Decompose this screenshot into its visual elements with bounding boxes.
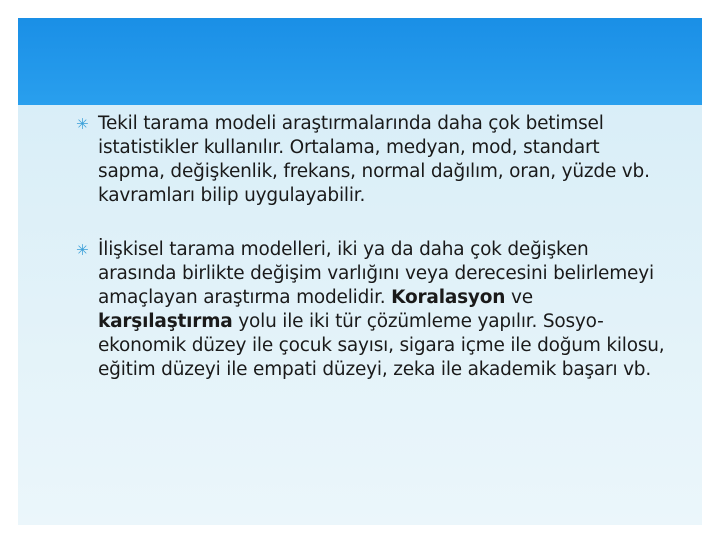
asterisk-bullet-icon: ✳ [76, 115, 89, 133]
bullet-list [76, 112, 666, 382]
bold-term-karsilastirma: karşılaştırma [98, 311, 233, 332]
bullet-text-part2: ve [505, 287, 533, 308]
bullet-text-part1: İlişkisel tarama modelleri, iki ya da daha çok değişken arasında birlikte değişim varlığını veya derecesini belirlemeyi amaçlayan araştırma modelidir. [98, 239, 654, 308]
bullet-text-part3: yolu ile iki tür çözümleme yapılır. Sosyo-ekonomik düzey ile çocuk sayısı, sigara içme ile doğum kilosu, eğitim düzeyi ile empati düzeyi, zeka ile akademik başarı vb. [98, 311, 665, 380]
bullet-item-tekil-tarama [76, 112, 666, 208]
bullet-item-iliskisel-tarama [76, 238, 666, 382]
bold-term-koralasyon: Koralasyon [391, 287, 506, 308]
asterisk-bullet-icon: ✳ [76, 241, 89, 259]
header-band [18, 18, 702, 110]
bullet-text: Tekil tarama modeli araştırmalarında daha çok betimsel istatistikler kullanılır. Ortalama, medyan, mod, standart sapma, değişkenlik, frekans, normal dağılım, oran, yüzde vb. kavramları bilip uygulayabilir. [98, 113, 650, 206]
